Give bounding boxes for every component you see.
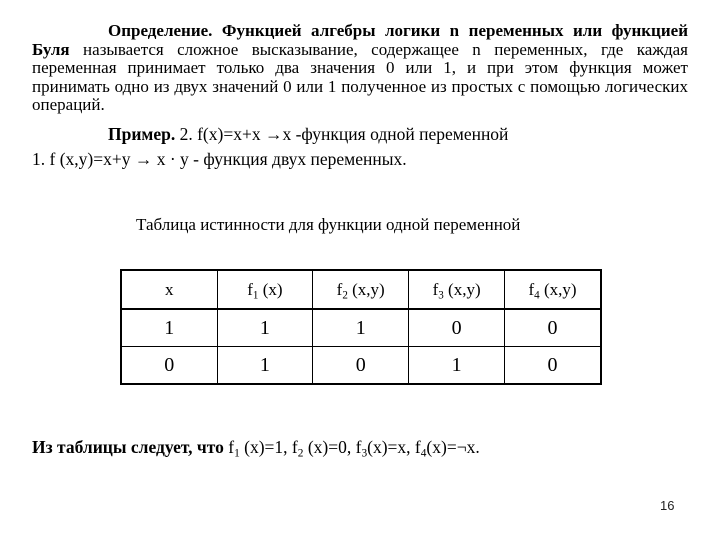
conclusion-line: Из таблицы следует, что $f_1$ (x)=1, $f_2$ (x)=0, $f_3(x)=x$, $f_4(x)=\neg x$.: [32, 437, 480, 460]
example-function-one-var: 2. f(x)=x+x →x -функция одной переменной: [175, 124, 509, 144]
table-row: [121, 309, 601, 347]
definition-text: называется сложное высказывание, содержащее n переменных, где каждая переменная принимает только два значения 0 или 1, и при этом функция может принимать одно из двух значений 0 или 1 полученное из простых с помощью логических операций.: [32, 39, 688, 115]
page-number: 16: [660, 498, 675, 513]
header-cell: $f_2$ (x,y): [313, 270, 409, 309]
table-cell: 1: [409, 347, 505, 385]
table-caption: Таблица истинности для функции одной переменной: [136, 215, 521, 234]
header-cell: $f_4$ (x,y): [505, 270, 601, 309]
header-cell: $f_1$ (x): [217, 270, 313, 309]
table-cell: 1: [217, 309, 313, 347]
example-label: Пример.: [108, 124, 176, 144]
table-cell: 1: [313, 309, 409, 347]
header-cell: x: [121, 270, 217, 309]
table-cell: 0: [409, 309, 505, 347]
example-line-2: 1. f (x,y)=x+y → x · y - функция двух переменных.: [32, 149, 407, 169]
table-cell: 0: [505, 309, 601, 347]
truth-table: [120, 269, 602, 385]
example-line-1: [108, 124, 508, 145]
header-cell: $f_3$ (x,y): [409, 270, 505, 309]
table-cell: 1: [217, 347, 313, 385]
definition-paragraph: [32, 22, 688, 115]
table-row: [121, 347, 601, 385]
table-cell: 0: [313, 347, 409, 385]
definition-lead: Определение. Функцией алгебры логики n переменных или функцией Буля: [32, 21, 688, 59]
table-cell: 0: [164, 353, 175, 376]
table-header-row: [121, 270, 601, 309]
conclusion-lead: Из таблицы следует, что: [32, 437, 224, 457]
table-cell: 1: [121, 309, 217, 347]
table-cell: 0: [505, 347, 601, 385]
